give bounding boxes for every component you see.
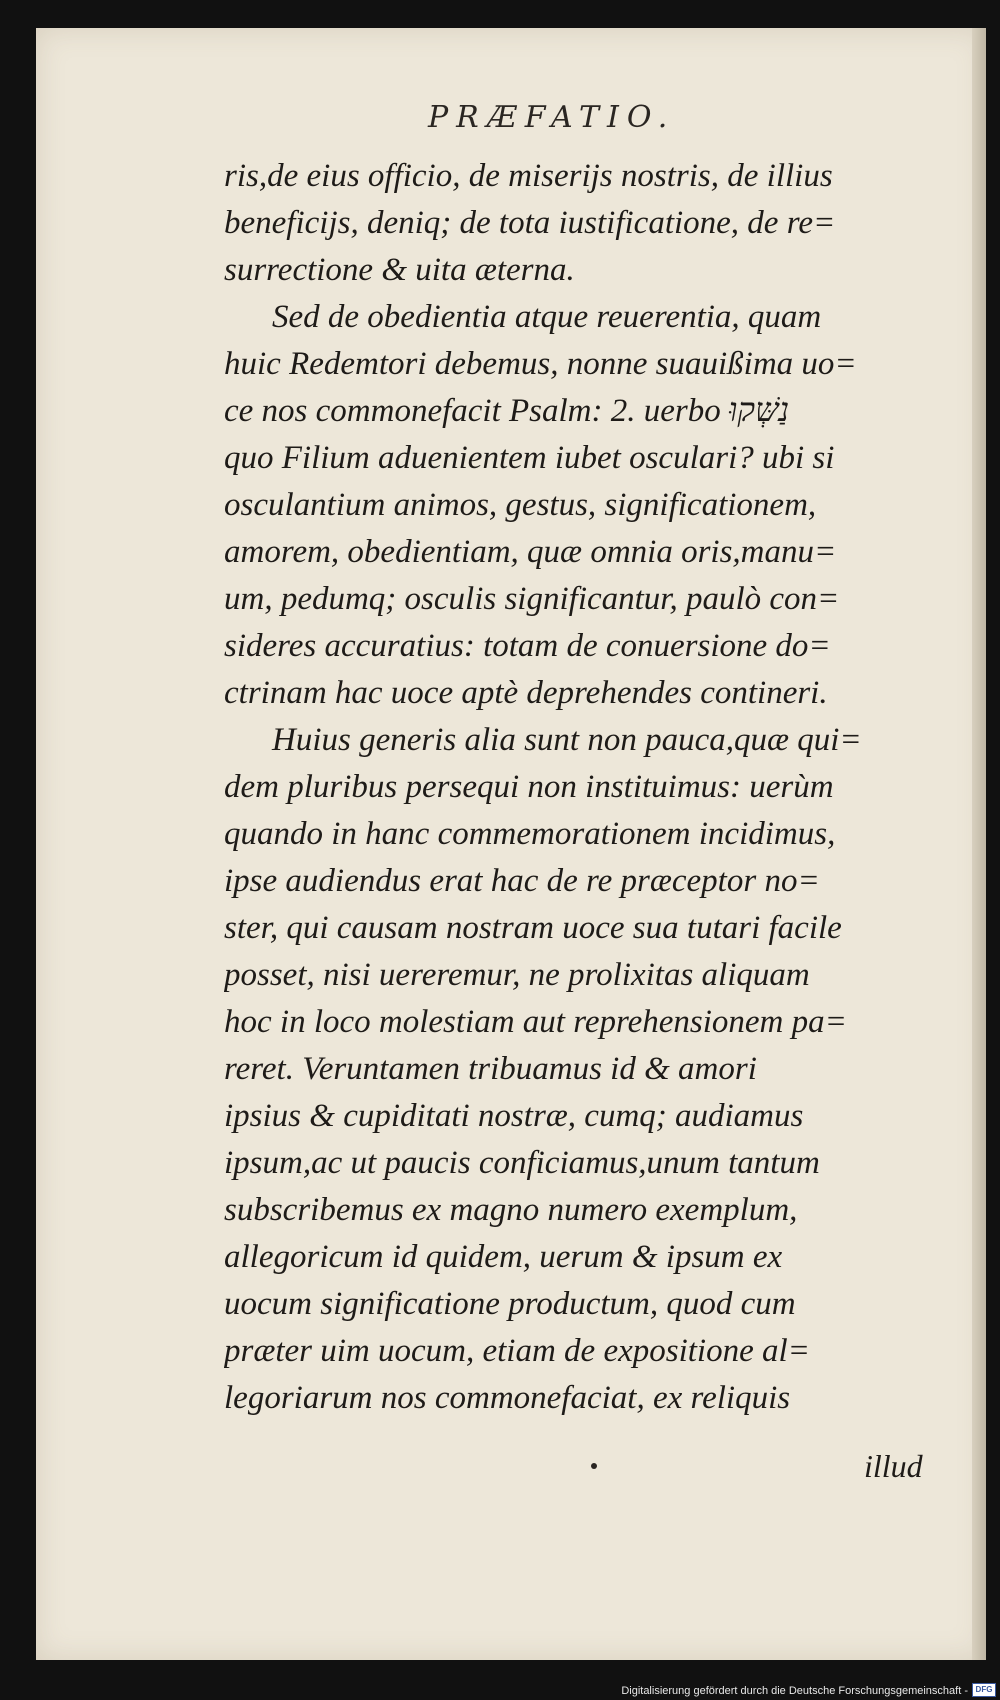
text-line: ster, qui causam nostram uoce sua tutari facile [224,910,842,946]
text-line: allegoricum id quidem, uerum & ipsum ex [224,1239,783,1275]
text-line: ipsius & cupiditati nostræ, cumq; audiamus [224,1098,804,1134]
text-line: quo Filium aduenientem iubet osculari? ubi si [224,440,835,476]
text-line: surrectione & uita æterna. [224,252,575,288]
book-page [36,28,986,1660]
text-line: ctrinam hac uoce aptè deprehendes contineri. [224,675,828,711]
text-line: reret. Veruntamen tribuamus id & amori [224,1051,757,1087]
text-line: ris,de eius officio, de miserijs nostris, de illius [224,158,833,194]
ink-dot [591,1463,597,1469]
text-line: posset, nisi uereremur, ne prolixitas aliquam [224,957,810,993]
body-text [224,153,964,1422]
text-line: um, pedumq; osculis significantur, paulò con= [224,581,840,617]
funding-credit: Digitalisierung gefördert durch die Deutsche Forschungsgemeinschaft - [621,1685,968,1697]
text-line: uocum significatione productum, quod cum [224,1286,796,1322]
text-line: Sed de obedientia atque reuerentia, quam [272,299,822,335]
running-header: PRÆFATIO. [428,100,676,135]
text-line: hoc in loco molestiam aut reprehensionem pa= [224,1004,847,1040]
text-line: amorem, obedientiam, quæ omnia oris,manu= [224,534,837,570]
text-line: præter uim uocum, etiam de expositione al= [224,1333,810,1369]
footer-bar [0,1680,1000,1700]
page-spine-edge [972,28,986,1660]
dfg-logo [972,1683,996,1697]
text-line: subscribemus ex magno numero exemplum, [224,1192,798,1228]
text-line: ipse audiendus erat hac de re præceptor no= [224,863,820,899]
text-line: sideres accuratius: totam de conuersione do= [224,628,831,664]
text-line: ipsum,ac ut paucis conficiamus,unum tantum [224,1145,820,1181]
text-line: legoriarum nos commonefaciat, ex reliquis [224,1380,791,1416]
text-line: beneficijs, deniq; de tota iustificatione, de re= [224,205,836,241]
text-line: dem pluribus persequi non instituimus: uerùm [224,769,834,805]
text-line: Huius generis alia sunt non pauca,quæ qui= [272,722,862,758]
text-line: osculantium animos, gestus, significationem, [224,487,817,523]
text-line: quando in hanc commemorationem incidimus, [224,816,836,852]
catchword: illud [864,1448,923,1484]
text-line: huic Redemtori debemus, nonne suauißima uo= [224,346,857,382]
dfg-logo-text: DFG [975,1685,993,1694]
text-line: ce nos commonefacit Psalm: 2. uerbo נַשְּׁקוּ [224,393,790,429]
